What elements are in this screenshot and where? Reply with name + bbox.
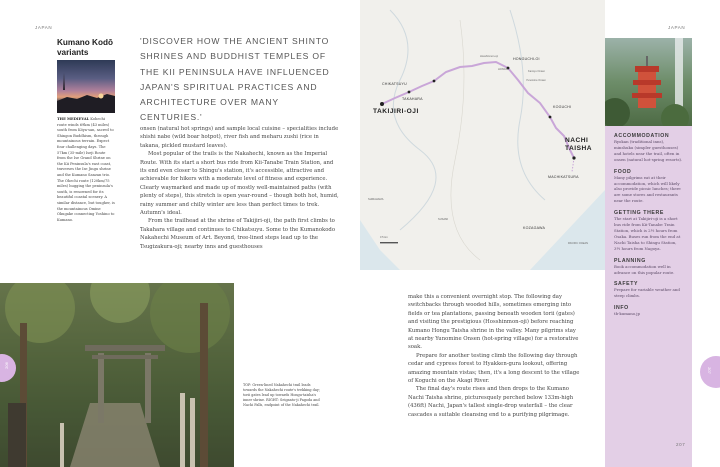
left-paragraph-2: Most popular of the trails is the Nakahechi, known as the Imperial Route. With its start a short bus ride from Kii-Tanabe Train Station, and its end even closer to Shingu's station, it's accessible, attractive and achievable for hikers with a moderate level of fitness and experience. Clearly waymarked and made up of mostly well-maintained paths (with plenty of steps), this stretch is open year-round – though both hot, humid, rainy summer and chilly winter are less than perfect times to trek. Autumn's ideal. bbox=[140, 151, 339, 217]
right-paragraph-1: make this a convenient overnight stop. The following day switchbacks through wooded hills, sometimes emerging into fields or tea plantations, passing beneath wooden torii (gates) and visiting the prestigious (Hosshinmon-oji) before reaching Kumano Hongu Taisha shrine in the valley. Many pilgrims stay at nearby Yunomine Onsen (hot-spring village) for a restorative soak. bbox=[408, 294, 579, 351]
left-tab-number: 206 bbox=[3, 362, 9, 369]
info-body-getting-there: The start at Takijiri-oji is a short bus ride from Kii-Tanabe Train Station, which is 2½ hours from Osaka. Buses run from the end at Nachi Taisha to Shingu Station, 3½ hours from Nagoya. bbox=[614, 216, 681, 251]
map-kamiyu: Kamiyu Onsen bbox=[528, 70, 546, 73]
sidebar-title: Kumano Kodō variants bbox=[57, 38, 113, 57]
map-machikatsura: MACHIKATSURA bbox=[548, 175, 579, 179]
info-head-accommodation: ACCOMMODATION bbox=[614, 133, 670, 139]
left-paragraph-3: From the trailhead at the shrine of Takijiri-oji, the path first climbs to Takahara village and continues to Chikatsuyu. Some to the Kumanokodo Nakahechi Museum of Art. Beyond, tree-lined steps lead up to the Tsugizakura-oji; nearby inns and guesthouses bbox=[140, 218, 336, 250]
sidebar-body: Kohechi route winds 69km (43 miles) south from Köya-san, sacred to Shingon Buddhism, through mountainous terrain. Expect four challenging days. The 57km (35-mile) Iseji Route from the Ise Grand Shrine on the Kii Peninsula's east coast, traverses the Ise Jingu shrine and the Kumano Sanzan trio. The Ohechi route (120km/75 miles) hugging the peninsula's south, is renowned for its beautiful coastal scenery. A similar distance, but tougher, is the mountainous Omine Okugake connecting Yoshino to Kumano. bbox=[57, 117, 115, 222]
info-body-accommodation: Ryokan (traditional inns), minshuku (simpler guesthouses) and hotels near the trail, often in onsen (natural hot-spring resorts). bbox=[614, 139, 683, 162]
info-body-food: Many pilgrims eat at their accommodation, which will likely also provide picnic lunches; there are some stores and restaurants near the route. bbox=[614, 174, 681, 204]
info-head-getting-there: GETTING THERE bbox=[614, 210, 664, 217]
pull-quote: 'DISCOVER HOW THE ANCIENT SHINTO SHRINES AND BUDDHIST TEMPLES OF THE KII PENINSULA HAVE INFLUENCED JAPAN'S SPIRITUAL PRACTICES AND ARCHITECTURE OVER MANY CENTURIES.' bbox=[140, 36, 330, 123]
left-runhead: JAPAN bbox=[35, 25, 53, 30]
info-head-info: INFO bbox=[614, 305, 629, 312]
right-runhead: JAPAN bbox=[668, 25, 686, 30]
left-body bbox=[140, 125, 340, 251]
map-kozagawa: KOZAGAWA bbox=[523, 226, 546, 230]
right-paragraph-2: Prepare for another testing climb the following day through cedar and cypress forest to Hyakken-gura lookout, offering amazing mountain vistas; then, it's a long descent to the village of Koguchi on the Akagi River. bbox=[408, 352, 580, 385]
right-body bbox=[408, 293, 580, 419]
torii-photo bbox=[0, 283, 234, 467]
map-chikatsuyu: CHIKATSUYU bbox=[382, 82, 407, 86]
sidebar-text bbox=[57, 117, 115, 223]
info-safety bbox=[614, 281, 684, 299]
map-nachi: NACHI TAISHA bbox=[565, 137, 593, 152]
map-pacific: PACIFIC OCEAN bbox=[568, 242, 588, 245]
map-honguchi: HONGUCHI-OI bbox=[513, 57, 540, 61]
map-takijiri: TAKIJIRI-OJI bbox=[373, 108, 419, 115]
sidebar-lead: THE MEDIEVAL bbox=[57, 117, 90, 121]
info-body-planning: Book accommodation well in advance on this popular route. bbox=[614, 263, 675, 275]
map-hongu: HONGU bbox=[498, 68, 508, 71]
info-info bbox=[614, 305, 684, 317]
info-accommodation bbox=[614, 133, 684, 163]
info-getting-there bbox=[614, 210, 684, 251]
info-head-planning: PLANNING bbox=[614, 257, 646, 264]
map-shirahama: SHIRAHAMA bbox=[368, 198, 384, 201]
info-head-food: FOOD bbox=[614, 168, 632, 175]
photo-caption: TOP: Green-lined Nakahechi trail leads towards the Nakahechi route's trekking day; torii gates lead up towards Hongu-taisha's inner shrine. RIGHT: Seiganto-ji Pagoda and Nachi Falls, endpoint of the Nakahechi trail. bbox=[243, 383, 320, 407]
sunrise-photo bbox=[57, 60, 115, 113]
map-yunomine: Yunomine Onsen bbox=[526, 79, 546, 82]
info-panel bbox=[605, 126, 692, 467]
right-paragraph-3: The final day's route rises and then drops to the Kumano Nachi Taisha shrine, picturesquely perched below 133m-high (436ft) Nachi, Japan's tallest single-drop waterfall – the clear cascades a suitable cleansing end to a purifying pilgrimage. bbox=[408, 386, 574, 418]
right-tab-number: 207 bbox=[706, 367, 712, 374]
info-body-info: tb-kumano.jp bbox=[614, 311, 640, 317]
route-map bbox=[360, 0, 605, 270]
map-koguchi: KOGUCHI bbox=[553, 105, 572, 109]
map-susami: SUSAMI bbox=[438, 218, 448, 221]
map-scale: 0 5 km bbox=[380, 236, 388, 239]
pagoda-photo bbox=[605, 38, 692, 126]
info-body-safety: Prepare for variable weather and steep climbs. bbox=[614, 287, 680, 299]
right-page-number: 207 bbox=[676, 442, 686, 447]
info-head-safety: SAFETY bbox=[614, 281, 639, 288]
map-hosshinmon: Hosshinmon-oji bbox=[480, 55, 498, 58]
left-paragraph-1: onsen (natural hot springs) and sample local cuisine – specialities include shishi nabe (wild boar hotpot), river fish and meharu zushi (rice in takana, pickled mustard leaves). bbox=[140, 126, 339, 149]
map-takahara: TAKAHARA bbox=[402, 97, 423, 101]
info-food bbox=[614, 169, 684, 205]
info-planning bbox=[614, 258, 684, 276]
